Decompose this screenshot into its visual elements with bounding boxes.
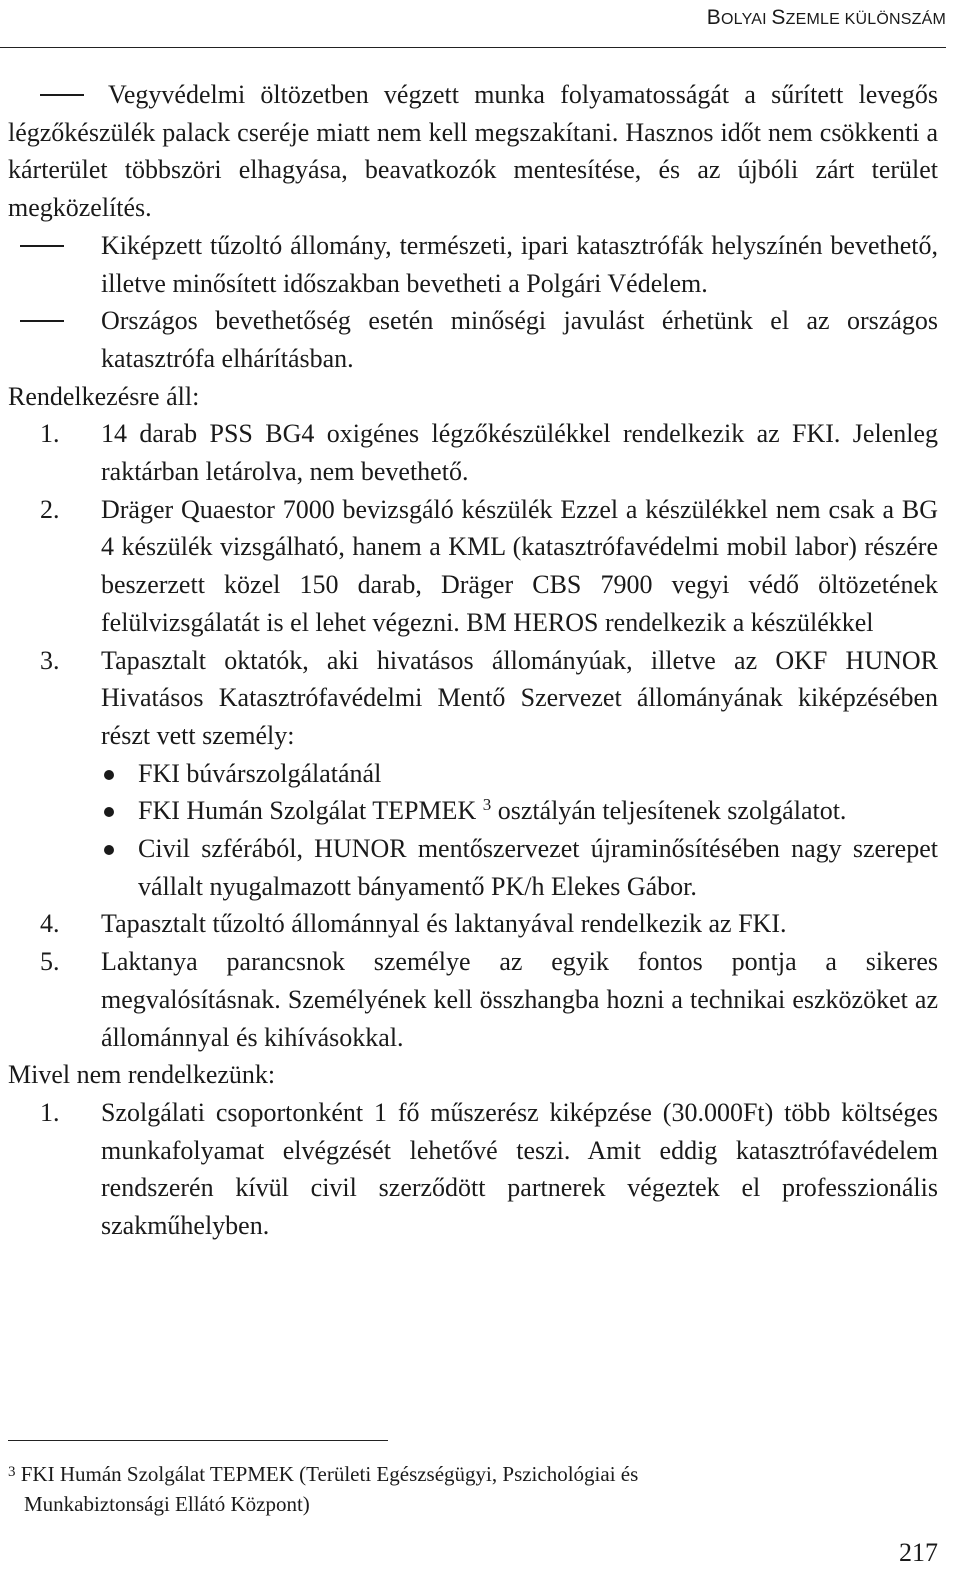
bullet-text-cont: osztályán teljesítenek szolgálatot. bbox=[491, 796, 847, 826]
bullet-item bbox=[8, 792, 938, 830]
bullet-text: FKI Humán Szolgálat TEPMEK bbox=[138, 796, 483, 826]
section-heading-available: Rendelkezésre áll: bbox=[8, 381, 200, 411]
numbered-item bbox=[8, 642, 938, 755]
header-text-olyai: OLYAI bbox=[721, 11, 772, 28]
item-text: 14 darab PSS BG4 oxigénes légzőkészülékkel rendelkezik az FKI. Jelenleg raktárban letárolva, nem bevethető. bbox=[101, 419, 938, 487]
dash-item-text: Kiképzett tűzoltó állomány, természeti, ipari katasztrófák helyszínén bevethető, illetve minősített időszakban bevetheti a Polgári Védelem. bbox=[101, 230, 938, 298]
dash-marker bbox=[40, 94, 84, 96]
item-number: 1. bbox=[40, 419, 60, 449]
bullet-list bbox=[8, 755, 938, 906]
item-number: 5. bbox=[40, 947, 60, 977]
footnote-rule bbox=[8, 1440, 388, 1441]
bullet-dot-icon bbox=[104, 807, 114, 817]
numbered-item bbox=[8, 1094, 938, 1245]
header-letter-s: S bbox=[771, 6, 786, 29]
page-number: 217 bbox=[899, 1538, 938, 1567]
numbered-item bbox=[8, 943, 938, 1056]
item-text: Dräger Quaestor 7000 bevizsgáló készülék Ezzel a készülékkel nem csak a BG 4 készülék vizsgálható, hanem a KML (katasztrófavédelmi mobil labor) részére beszerzett közel 150 darab, Dräger CBS 7900 vegyi védő öltözetének felülvizsgálatát is el lehet végezni. BM HEROS rendelkezik a készülékkel bbox=[101, 494, 938, 637]
item-text: Tapasztalt tűzoltó állománnyal és laktanyával rendelkezik az FKI. bbox=[101, 909, 787, 939]
bullet-text: Civil szférából, HUNOR mentőszervezet újraminősítésében nagy szerepet vállalt nyugalmazott bányamentő PK/h Elekes Gábor. bbox=[138, 834, 938, 901]
footnote-line-1 bbox=[8, 1459, 908, 1489]
footnote-text-2: Munkabiztonsági Ellátó Központ) bbox=[24, 1492, 310, 1516]
item-text: Laktanya parancsnok személye az egyik fontos pontja a sikeres megvalósításnak. Személyének kell összhangba hozni a technikai eszközöket az állománnyal és kihívásokkal. bbox=[101, 947, 938, 1052]
bullet-dot-icon bbox=[104, 770, 114, 780]
item-text: Szolgálati csoportonként 1 fő műszerész kiképzése (30.000Ft) több költséges munkafolyamat elvégzését lehetővé teszi. Amit eddig katasztrófavédelem rendszerén kívül civil szerződött partnerek végeztek el professzionális szakműhelyben. bbox=[101, 1097, 938, 1241]
header-text-zemle: ZEMLE KÜLÖNSZÁM bbox=[785, 11, 946, 28]
item-number: 2. bbox=[40, 494, 60, 524]
numbered-item bbox=[8, 415, 938, 490]
bullet-dot-icon bbox=[104, 845, 114, 855]
item-text: Tapasztalt oktatók, aki hivatásos állományúak, illetve az OKF HUNOR Hivatásos Katasztrófavédelmi Mentő Szervezet állományának kiképzésében részt vett személy: bbox=[101, 645, 938, 750]
bullet-item bbox=[8, 755, 938, 793]
dash-list-item bbox=[8, 227, 938, 302]
footnote-text-1: FKI Humán Szolgálat TEPMEK (Területi Egészségügyi, Pszichológiai és bbox=[15, 1462, 639, 1486]
dash-item-text: Vegyvédelmi öltözetben végzett munka folyamatosságát a sűrített levegős légzőkészülék palack cseréje miatt nem kell megszakítani. Hasznos időt nem csökkenti a kárterület többszöri elhagyása, beavatkozók mentesítése, és az újbóli zárt terület megközelítés. bbox=[8, 80, 938, 223]
dash-list-item bbox=[8, 302, 938, 377]
body-text bbox=[8, 76, 938, 1245]
item-number: 4. bbox=[40, 909, 60, 939]
running-header bbox=[0, 6, 946, 30]
numbered-item bbox=[8, 491, 938, 642]
bullet-text: FKI búvárszolgálatánál bbox=[138, 758, 382, 788]
numbered-item bbox=[8, 905, 938, 943]
dash-list-item bbox=[8, 76, 938, 227]
item-number: 1. bbox=[40, 1097, 60, 1127]
footnote bbox=[8, 1459, 908, 1519]
header-letter-b: B bbox=[706, 6, 722, 29]
item-number: 3. bbox=[40, 645, 60, 675]
header-rule bbox=[0, 47, 946, 48]
dash-marker bbox=[20, 320, 64, 322]
dash-marker bbox=[20, 245, 64, 247]
bullet-item bbox=[8, 830, 938, 905]
footnote-ref: 3 bbox=[482, 795, 492, 815]
section-heading-missing: Mivel nem rendelkezünk: bbox=[8, 1060, 276, 1090]
footnote-number: 3 bbox=[8, 1464, 16, 1480]
dash-item-text: Országos bevethetőség esetén minőségi javulást érhetünk el az országos katasztrófa elhárításban. bbox=[101, 306, 938, 373]
